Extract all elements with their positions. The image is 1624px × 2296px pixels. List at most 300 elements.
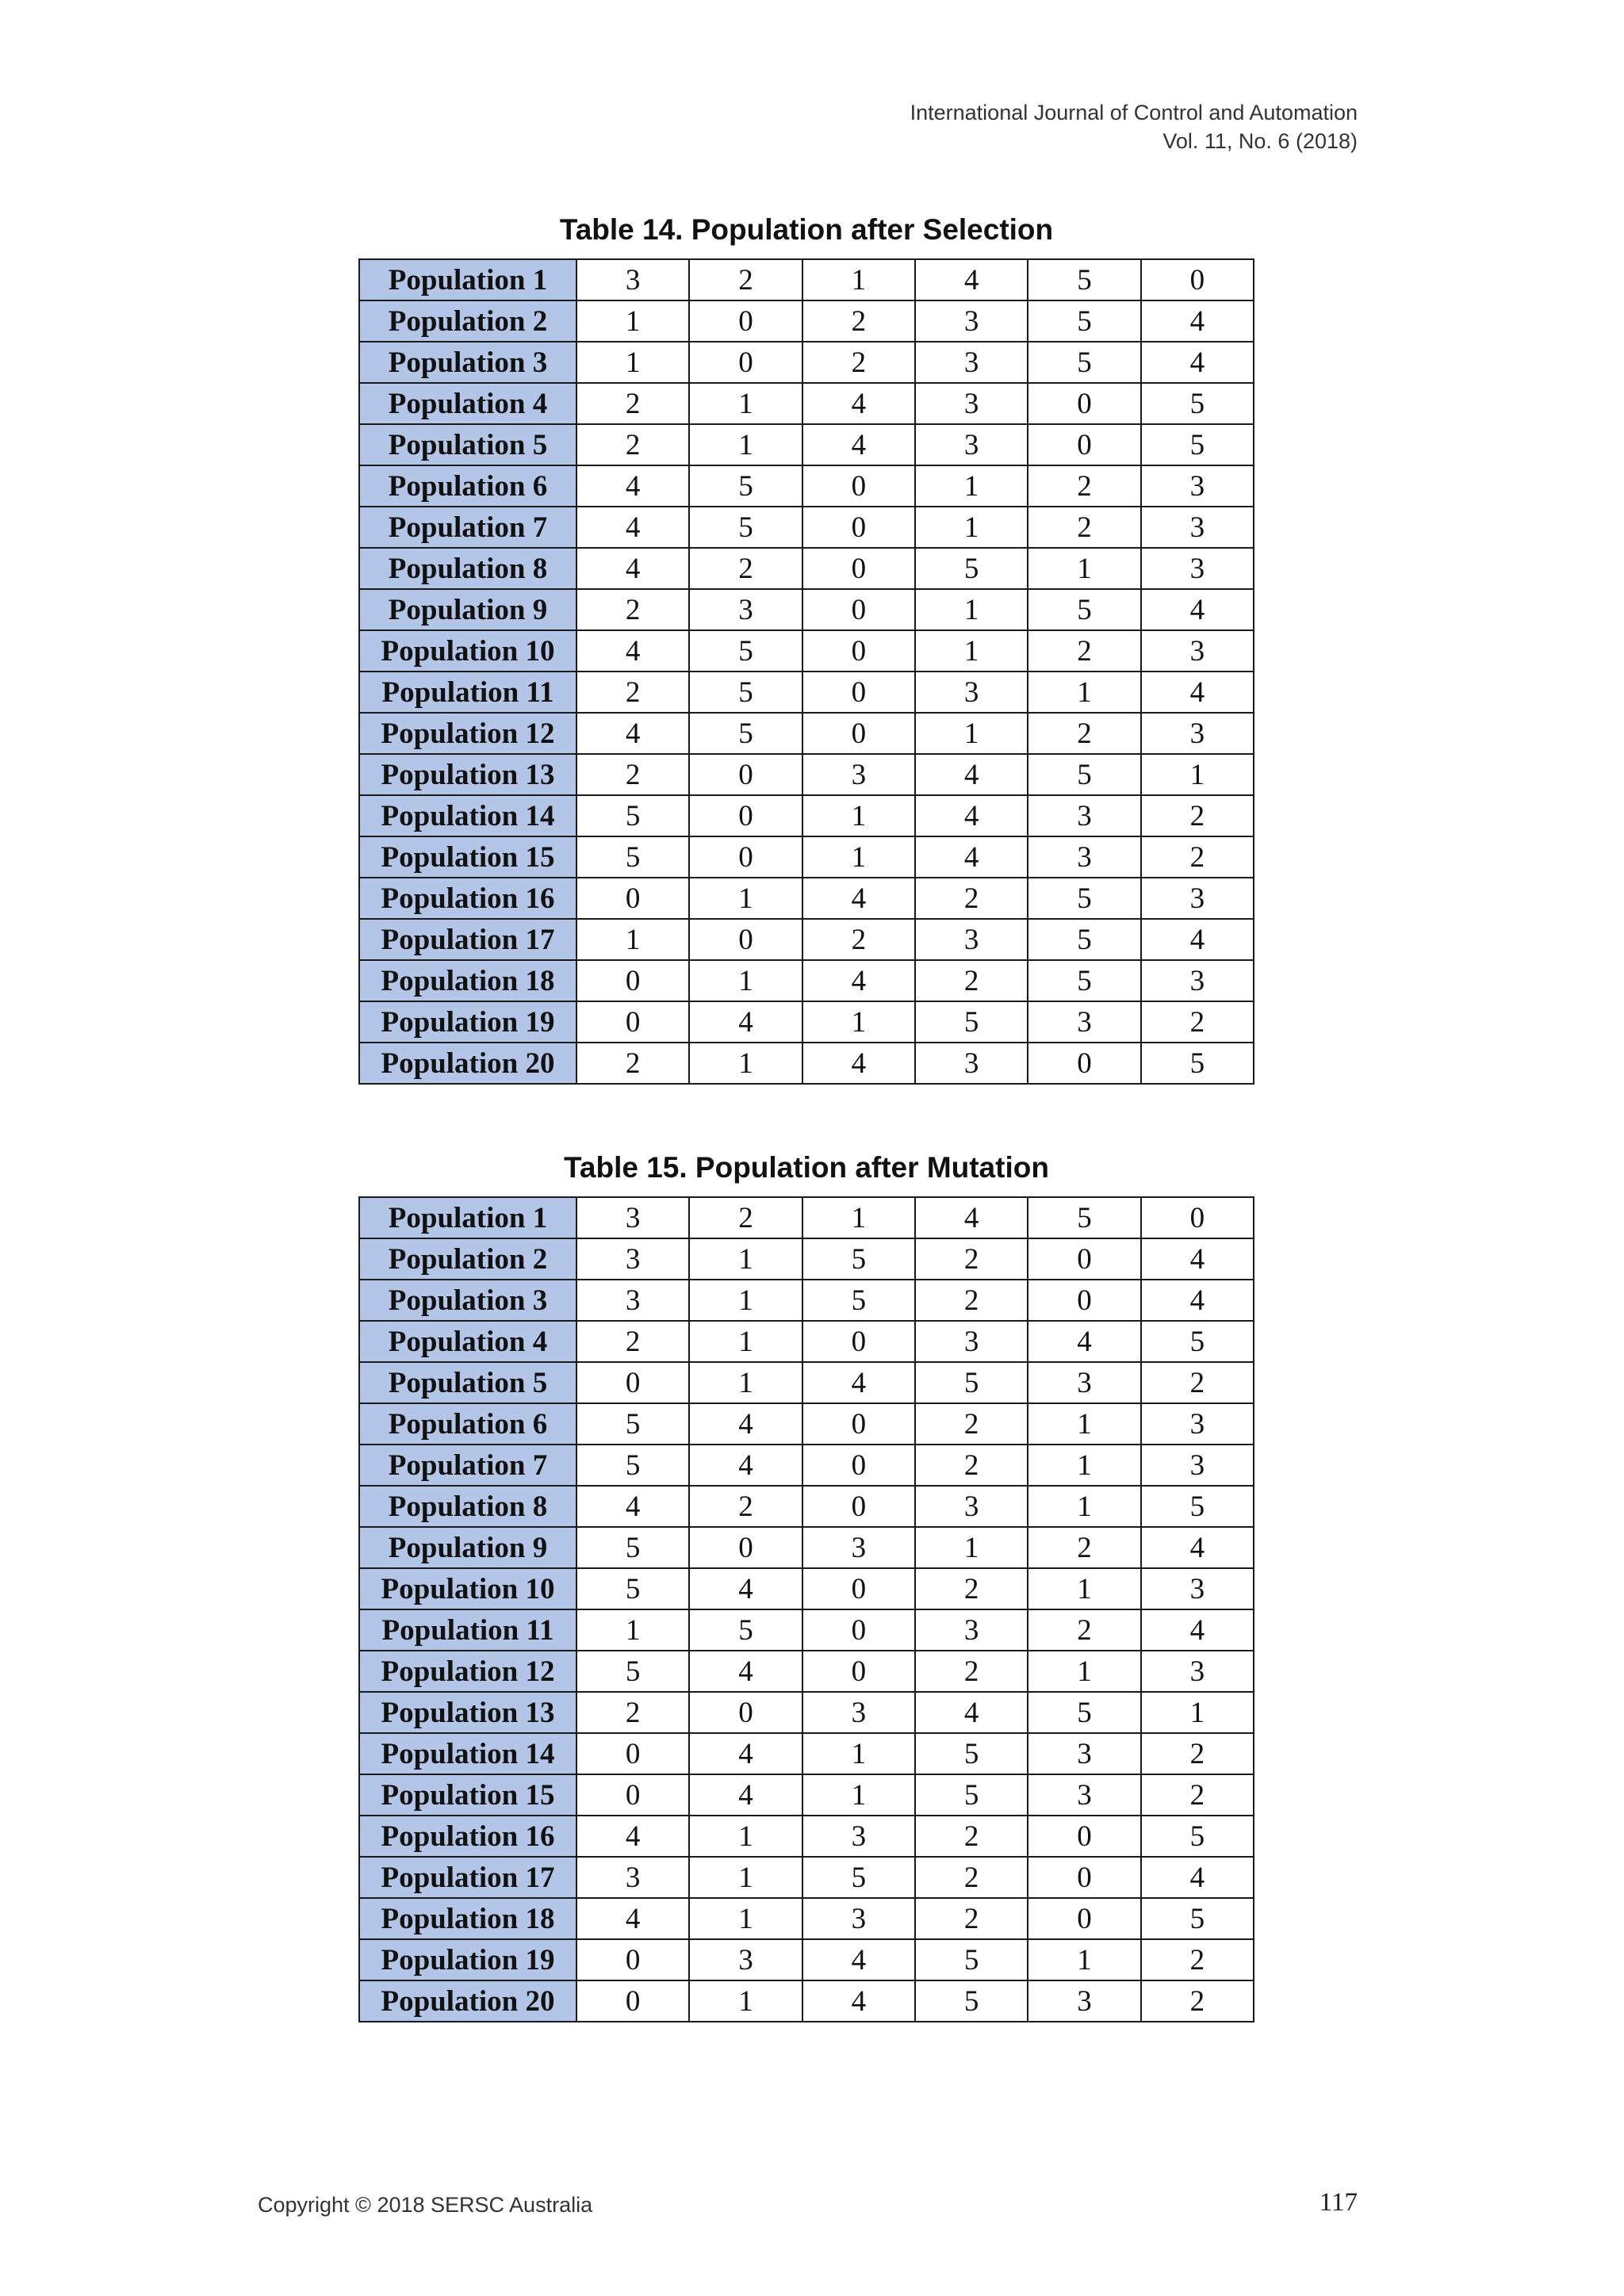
row-label-cell: Population 2 (359, 1238, 576, 1280)
table-cell: 1 (689, 1238, 802, 1280)
table-cell: 5 (689, 713, 802, 754)
table-cell: 1 (689, 1362, 802, 1403)
table-cell: 5 (1028, 589, 1140, 630)
table-cell: 3 (1141, 1403, 1254, 1445)
table-cell: 1 (689, 424, 802, 465)
row-label-cell: Population 19 (359, 1001, 576, 1043)
table-cell: 2 (915, 1445, 1028, 1486)
table-cell: 4 (689, 1403, 802, 1445)
table-cell: 2 (915, 1816, 1028, 1857)
table-cell: 4 (915, 1692, 1028, 1733)
table-cell: 1 (1028, 1939, 1140, 1980)
table-cell: 0 (689, 795, 802, 836)
table-cell: 3 (915, 919, 1028, 960)
table-row (359, 1445, 1254, 1486)
table-cell: 2 (1141, 836, 1254, 878)
row-label-cell: Population 10 (359, 630, 576, 672)
table-row (359, 259, 1254, 300)
table-row (359, 548, 1254, 589)
table-cell: 3 (1141, 713, 1254, 754)
table-cell: 1 (1028, 548, 1140, 589)
table-title: Table 14. Population after Selection (559, 213, 1054, 246)
table-cell: 2 (915, 1238, 1028, 1280)
table-cell: 2 (915, 1898, 1028, 1939)
table-cell: 4 (1028, 1321, 1140, 1362)
population-table (358, 258, 1254, 1085)
table-cell: 0 (576, 878, 689, 919)
table-cell: 4 (576, 713, 689, 754)
table-cell: 4 (576, 465, 689, 507)
row-label-cell: Population 19 (359, 1939, 576, 1980)
table-cell: 4 (1141, 1280, 1254, 1321)
table-cell: 3 (576, 1238, 689, 1280)
table-cell: 4 (689, 1733, 802, 1774)
table-cell: 1 (1141, 754, 1254, 795)
table-cell: 5 (1141, 1321, 1254, 1362)
table-cell: 4 (689, 1774, 802, 1816)
table-cell: 1 (802, 1001, 915, 1043)
row-label-cell: Population 1 (359, 1197, 576, 1238)
table-cell: 0 (576, 1733, 689, 1774)
table-cell: 1 (802, 259, 915, 300)
row-label-cell: Population 3 (359, 1280, 576, 1321)
page-number: 117 (1319, 2188, 1358, 2217)
table-cell: 0 (802, 1568, 915, 1609)
table-cell: 2 (802, 342, 915, 383)
table-cell: 4 (576, 1486, 689, 1527)
table-cell: 2 (915, 1857, 1028, 1898)
table-cell: 2 (1141, 1001, 1254, 1043)
table-cell: 2 (1141, 1733, 1254, 1774)
table-row (359, 1238, 1254, 1280)
table-cell: 0 (689, 1527, 802, 1568)
table-row (359, 1486, 1254, 1527)
table-cell: 5 (1028, 300, 1140, 342)
table-cell: 4 (1141, 1857, 1254, 1898)
table-cell: 3 (915, 1043, 1028, 1084)
table-cell: 1 (1028, 672, 1140, 713)
table-cell: 3 (689, 589, 802, 630)
row-label-cell: Population 7 (359, 507, 576, 548)
table-cell: 0 (802, 507, 915, 548)
row-label-cell: Population 9 (359, 589, 576, 630)
table-row (359, 672, 1254, 713)
table-cell: 4 (802, 424, 915, 465)
table-cell: 4 (915, 1197, 1028, 1238)
table-cell: 5 (1141, 1816, 1254, 1857)
table-cell: 1 (802, 1774, 915, 1816)
table-cell: 1 (689, 878, 802, 919)
table-cell: 5 (1141, 1486, 1254, 1527)
table-cell: 1 (689, 1280, 802, 1321)
table-cell: 0 (802, 1609, 915, 1651)
table-cell: 0 (576, 1362, 689, 1403)
row-label-cell: Population 8 (359, 1486, 576, 1527)
table-cell: 2 (1141, 1980, 1254, 2022)
table-cell: 4 (802, 878, 915, 919)
table-row (359, 1568, 1254, 1609)
table-cell: 1 (802, 795, 915, 836)
table-cell: 2 (576, 1321, 689, 1362)
row-label-cell: Population 4 (359, 1321, 576, 1362)
table-cell: 2 (1028, 507, 1140, 548)
table-cell: 4 (689, 1001, 802, 1043)
table-cell: 1 (1028, 1486, 1140, 1527)
table-row (359, 836, 1254, 878)
row-label-cell: Population 16 (359, 878, 576, 919)
table-cell: 4 (1141, 1527, 1254, 1568)
table-cell: 1 (1028, 1568, 1140, 1609)
table-cell: 0 (802, 1403, 915, 1445)
table-cell: 3 (1028, 836, 1140, 878)
row-label-cell: Population 3 (359, 342, 576, 383)
table-cell: 3 (802, 1898, 915, 1939)
table-cell: 5 (802, 1857, 915, 1898)
table-cell: 5 (576, 795, 689, 836)
table-cell: 1 (1028, 1403, 1140, 1445)
table-cell: 1 (915, 589, 1028, 630)
table-cell: 1 (915, 713, 1028, 754)
table-cell: 3 (1141, 548, 1254, 589)
table-cell: 5 (689, 1609, 802, 1651)
table-cell: 0 (1028, 1898, 1140, 1939)
table-cell: 1 (1028, 1445, 1140, 1486)
journal-volume: Vol. 11, No. 6 (2018) (1162, 129, 1358, 153)
table-cell: 0 (802, 548, 915, 589)
table-cell: 5 (689, 465, 802, 507)
table-cell: 1 (802, 836, 915, 878)
table-cell: 2 (1141, 1362, 1254, 1403)
table-cell: 1 (915, 630, 1028, 672)
table-cell: 4 (1141, 672, 1254, 713)
row-label-cell: Population 17 (359, 1857, 576, 1898)
table-cell: 4 (1141, 589, 1254, 630)
table-cell: 5 (1141, 1043, 1254, 1084)
table-cell: 2 (1028, 1527, 1140, 1568)
table-row (359, 630, 1254, 672)
table-cell: 0 (802, 589, 915, 630)
row-label-cell: Population 5 (359, 424, 576, 465)
table-cell: 3 (1141, 1568, 1254, 1609)
table-cell: 2 (576, 1043, 689, 1084)
table-cell: 5 (576, 1651, 689, 1692)
table-cell: 5 (689, 672, 802, 713)
table-cell: 0 (1028, 1280, 1140, 1321)
table-cell: 3 (1141, 507, 1254, 548)
table-row (359, 1197, 1254, 1238)
table-cell: 0 (1028, 1238, 1140, 1280)
table-cell: 4 (576, 1816, 689, 1857)
table-cell: 2 (576, 589, 689, 630)
table-cell: 2 (802, 300, 915, 342)
table-cell: 3 (1141, 630, 1254, 672)
table-cell: 2 (689, 1486, 802, 1527)
table-cell: 2 (915, 1280, 1028, 1321)
table-cell: 5 (915, 548, 1028, 589)
table-cell: 0 (689, 836, 802, 878)
table-cell: 1 (1028, 1651, 1140, 1692)
table-cell: 4 (1141, 1238, 1254, 1280)
table-cell: 4 (802, 1362, 915, 1403)
table-cell: 4 (915, 795, 1028, 836)
table-cell: 3 (576, 1197, 689, 1238)
table-cell: 3 (1028, 795, 1140, 836)
row-label-cell: Population 12 (359, 1651, 576, 1692)
table-cell: 0 (1028, 1816, 1140, 1857)
row-label-cell: Population 17 (359, 919, 576, 960)
table-row (359, 383, 1254, 424)
table-cell: 0 (689, 754, 802, 795)
table-row (359, 713, 1254, 754)
table-title: Table 15. Population after Mutation (564, 1151, 1049, 1184)
table-cell: 3 (576, 259, 689, 300)
table-cell: 5 (915, 1362, 1028, 1403)
row-label-cell: Population 20 (359, 1980, 576, 2022)
table-cell: 3 (915, 1486, 1028, 1527)
table-cell: 5 (915, 1939, 1028, 1980)
table-cell: 5 (915, 1980, 1028, 2022)
table-cell: 2 (689, 259, 802, 300)
table-cell: 2 (1028, 1609, 1140, 1651)
table-cell: 1 (576, 1609, 689, 1651)
table-cell: 2 (915, 878, 1028, 919)
table-cell: 4 (576, 507, 689, 548)
table-row (359, 754, 1254, 795)
table-cell: 1 (576, 300, 689, 342)
table-cell: 0 (689, 342, 802, 383)
table-cell: 5 (802, 1238, 915, 1280)
table-cell: 0 (802, 465, 915, 507)
row-label-cell: Population 6 (359, 465, 576, 507)
table-cell: 5 (915, 1774, 1028, 1816)
table-cell: 0 (1028, 1043, 1140, 1084)
table-row (359, 1651, 1254, 1692)
table-cell: 0 (802, 630, 915, 672)
table-cell: 4 (802, 1980, 915, 2022)
table-cell: 4 (1141, 1609, 1254, 1651)
table-cell: 0 (576, 1939, 689, 1980)
table-cell: 3 (1141, 1651, 1254, 1692)
table-cell: 0 (802, 713, 915, 754)
table-cell: 2 (576, 754, 689, 795)
table-cell: 1 (689, 383, 802, 424)
table-cell: 1 (915, 1527, 1028, 1568)
table-cell: 5 (1028, 342, 1140, 383)
table-row (359, 878, 1254, 919)
table-row (359, 1939, 1254, 1980)
row-label-cell: Population 11 (359, 672, 576, 713)
table-cell: 2 (576, 672, 689, 713)
table-cell: 3 (802, 754, 915, 795)
table-cell: 0 (576, 960, 689, 1001)
table-cell: 1 (1141, 1692, 1254, 1733)
table-cell: 3 (1028, 1362, 1140, 1403)
table-cell: 5 (802, 1280, 915, 1321)
table-cell: 5 (576, 1403, 689, 1445)
table-row (359, 1043, 1254, 1084)
table-cell: 3 (802, 1692, 915, 1733)
table-cell: 1 (689, 1980, 802, 2022)
table-row (359, 589, 1254, 630)
table-cell: 5 (576, 1445, 689, 1486)
table-cell: 3 (1028, 1733, 1140, 1774)
table-cell: 3 (915, 1321, 1028, 1362)
table-cell: 5 (1028, 960, 1140, 1001)
table-cell: 2 (1141, 1774, 1254, 1816)
table-row (359, 342, 1254, 383)
table-cell: 3 (1141, 465, 1254, 507)
table-cell: 0 (1028, 424, 1140, 465)
table-cell: 0 (576, 1001, 689, 1043)
table-row (359, 1898, 1254, 1939)
table-cell: 0 (576, 1980, 689, 2022)
table-row (359, 1733, 1254, 1774)
table-cell: 3 (1028, 1980, 1140, 2022)
table-row (359, 507, 1254, 548)
table-row (359, 1362, 1254, 1403)
table-cell: 0 (689, 1692, 802, 1733)
table-cell: 3 (576, 1857, 689, 1898)
table-cell: 1 (802, 1197, 915, 1238)
table-row (359, 300, 1254, 342)
table-cell: 0 (802, 672, 915, 713)
table-cell: 1 (576, 342, 689, 383)
table-cell: 0 (802, 1486, 915, 1527)
row-label-cell: Population 18 (359, 1898, 576, 1939)
table-cell: 2 (915, 1403, 1028, 1445)
table-cell: 4 (576, 630, 689, 672)
table-cell: 4 (1141, 300, 1254, 342)
table-cell: 1 (689, 1816, 802, 1857)
table-cell: 3 (1028, 1774, 1140, 1816)
table-cell: 5 (1141, 424, 1254, 465)
table-cell: 4 (915, 754, 1028, 795)
row-label-cell: Population 2 (359, 300, 576, 342)
table-cell: 5 (1028, 1692, 1140, 1733)
table-cell: 5 (689, 630, 802, 672)
table-cell: 5 (1141, 383, 1254, 424)
table-cell: 5 (576, 1527, 689, 1568)
table-cell: 2 (1028, 713, 1140, 754)
table-cell: 5 (915, 1733, 1028, 1774)
table-cell: 1 (689, 1043, 802, 1084)
table-row (359, 424, 1254, 465)
row-label-cell: Population 14 (359, 1733, 576, 1774)
row-label-cell: Population 11 (359, 1609, 576, 1651)
table-cell: 2 (576, 1692, 689, 1733)
table-cell: 0 (802, 1321, 915, 1362)
row-label-cell: Population 12 (359, 713, 576, 754)
table-cell: 1 (802, 1733, 915, 1774)
row-label-cell: Population 15 (359, 836, 576, 878)
table-cell: 5 (1028, 259, 1140, 300)
table-cell: 1 (915, 465, 1028, 507)
table-cell: 3 (1141, 960, 1254, 1001)
table-row (359, 1980, 1254, 2022)
table-cell: 0 (1141, 259, 1254, 300)
table-cell: 2 (1028, 465, 1140, 507)
table-cell: 4 (802, 1939, 915, 1980)
table-cell: 3 (915, 1609, 1028, 1651)
table-cell: 0 (802, 1445, 915, 1486)
table-cell: 0 (689, 919, 802, 960)
table-cell: 4 (576, 1898, 689, 1939)
table-cell: 2 (576, 424, 689, 465)
row-label-cell: Population 16 (359, 1816, 576, 1857)
table-cell: 2 (915, 960, 1028, 1001)
row-label-cell: Population 5 (359, 1362, 576, 1403)
table-cell: 5 (915, 1001, 1028, 1043)
row-label-cell: Population 10 (359, 1568, 576, 1609)
table-cell: 0 (576, 1774, 689, 1816)
table-cell: 5 (1028, 919, 1140, 960)
table-cell: 3 (802, 1527, 915, 1568)
row-label-cell: Population 18 (359, 960, 576, 1001)
table-cell: 2 (576, 383, 689, 424)
table-cell: 3 (1141, 1445, 1254, 1486)
table-cell: 0 (1141, 1197, 1254, 1238)
table-cell: 4 (689, 1445, 802, 1486)
table-cell: 1 (915, 507, 1028, 548)
table-cell: 3 (915, 424, 1028, 465)
population-table (358, 1196, 1254, 2022)
table-cell: 5 (689, 507, 802, 548)
table-cell: 3 (915, 300, 1028, 342)
table-cell: 4 (576, 548, 689, 589)
table-row (359, 1692, 1254, 1733)
table-15-block (358, 1150, 1254, 2022)
table-cell: 5 (1028, 878, 1140, 919)
table-cell: 2 (1028, 630, 1140, 672)
table-cell: 3 (1141, 878, 1254, 919)
row-label-cell: Population 15 (359, 1774, 576, 1816)
table-cell: 4 (802, 960, 915, 1001)
table-cell: 4 (689, 1568, 802, 1609)
table-cell: 4 (689, 1651, 802, 1692)
table-row (359, 1403, 1254, 1445)
table-cell: 5 (576, 836, 689, 878)
copyright-notice: Copyright © 2018 SERSC Australia (258, 2193, 593, 2217)
table-cell: 2 (689, 1197, 802, 1238)
table-row (359, 465, 1254, 507)
table-row (359, 1321, 1254, 1362)
table-cell: 0 (689, 300, 802, 342)
table-cell: 3 (915, 383, 1028, 424)
row-label-cell: Population 13 (359, 754, 576, 795)
table-cell: 0 (1028, 383, 1140, 424)
table-row (359, 1280, 1254, 1321)
table-cell: 4 (1141, 342, 1254, 383)
table-cell: 2 (689, 548, 802, 589)
table-cell: 2 (915, 1568, 1028, 1609)
row-label-cell: Population 9 (359, 1527, 576, 1568)
table-row (359, 1527, 1254, 1568)
row-label-cell: Population 20 (359, 1043, 576, 1084)
table-cell: 4 (1141, 919, 1254, 960)
table-cell: 2 (1141, 795, 1254, 836)
table-cell: 3 (915, 342, 1028, 383)
table-cell: 5 (576, 1568, 689, 1609)
row-label-cell: Population 7 (359, 1445, 576, 1486)
table-cell: 2 (802, 919, 915, 960)
table-cell: 3 (689, 1939, 802, 1980)
table-row (359, 1774, 1254, 1816)
table-row (359, 1001, 1254, 1043)
table-row (359, 1609, 1254, 1651)
row-label-cell: Population 4 (359, 383, 576, 424)
row-label-cell: Population 14 (359, 795, 576, 836)
table-row (359, 960, 1254, 1001)
